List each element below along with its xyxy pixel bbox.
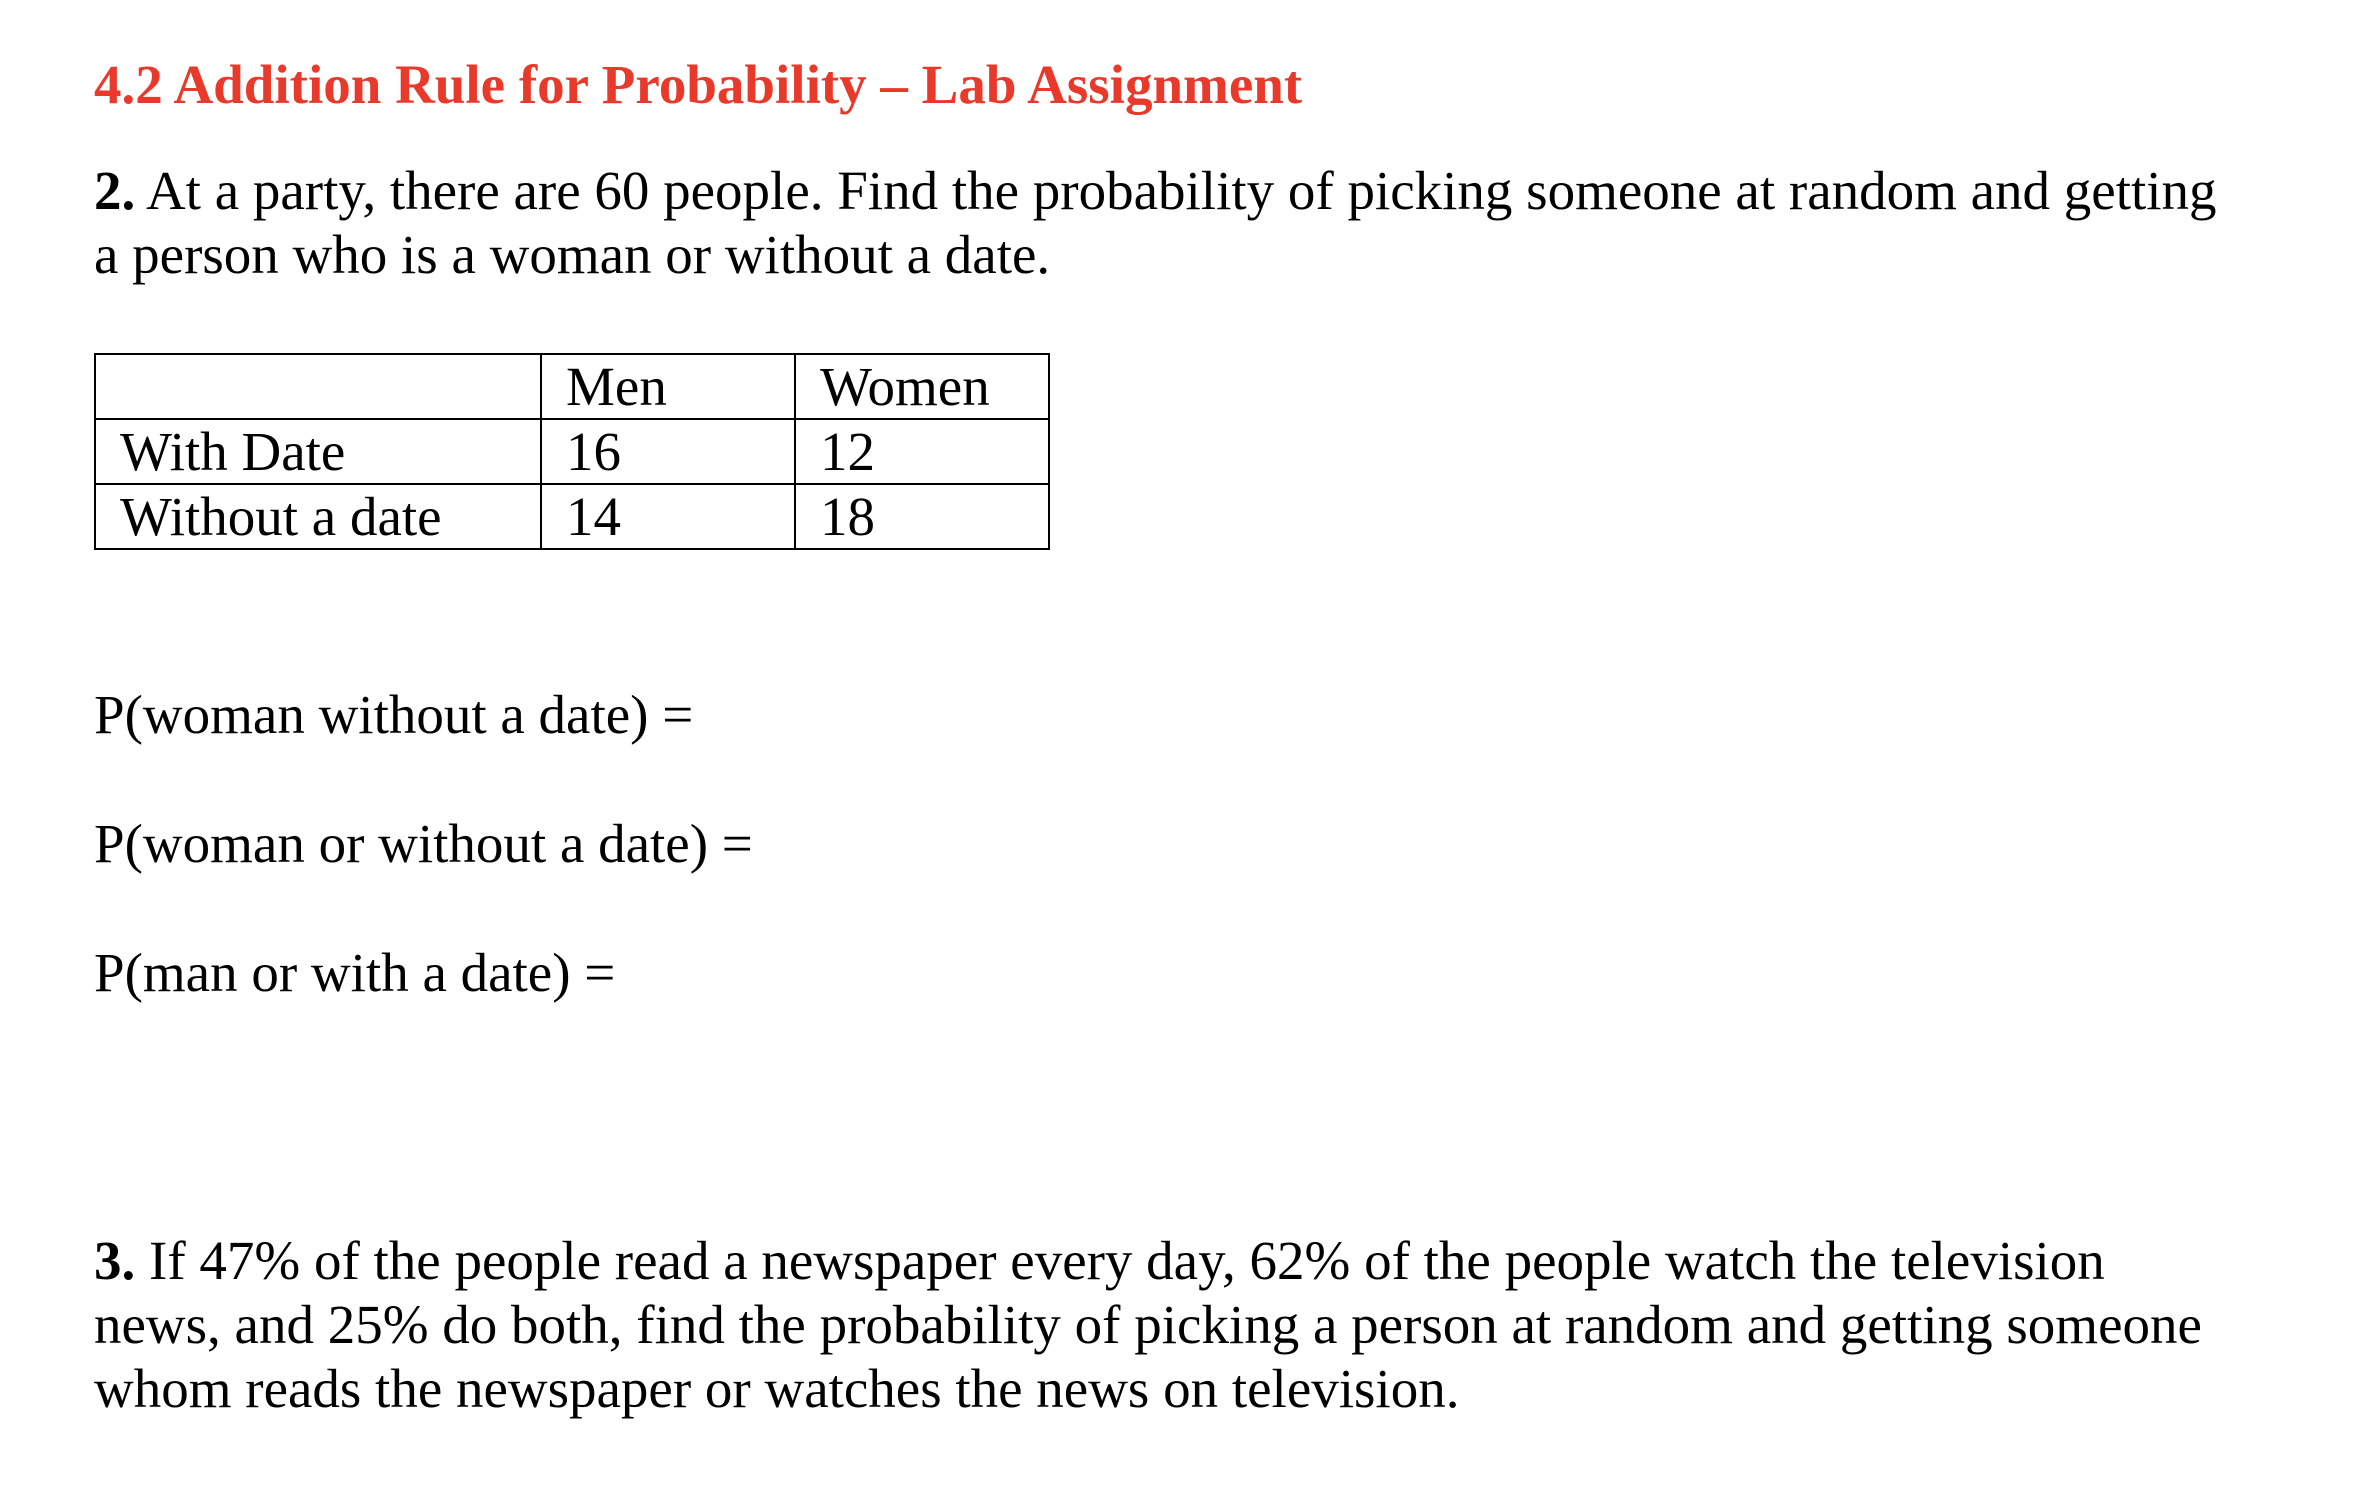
table-header-blank xyxy=(95,354,541,419)
question-3-number: 3. xyxy=(94,1230,136,1291)
question-3-line-3: whom reads the newspaper or watches the news on television. xyxy=(94,1358,1460,1419)
prompt-man-or-with-date: P(man or with a date) = xyxy=(94,942,616,1003)
question-2-number: 2. xyxy=(94,160,136,221)
prompt-woman-or-without-date: P(woman or without a date) = xyxy=(94,813,753,874)
page-title: 4.2 Addition Rule for Probability – Lab Assignment xyxy=(94,54,1303,115)
table-header-men: Men xyxy=(541,354,795,419)
table-header-women: Women xyxy=(795,354,1049,419)
question-2-line-1 xyxy=(94,159,2217,223)
prompt-woman-without-date: P(woman without a date) = xyxy=(94,684,694,745)
row-label: Without a date xyxy=(95,484,541,549)
question-2-text: At a party, there are 60 people. Find the probability of picking someone at random and getting xyxy=(135,160,2217,221)
cell-women: 18 xyxy=(795,484,1049,549)
question-3-text: If 47% of the people read a newspaper every day, 62% of the people watch the television xyxy=(135,1230,2105,1291)
row-label: With Date xyxy=(95,419,541,484)
question-3-line-1 xyxy=(94,1229,2202,1293)
table-row xyxy=(95,484,1049,549)
table-row xyxy=(95,419,1049,484)
question-2-line-2: a person who is a woman or without a date. xyxy=(94,224,1051,285)
date-table xyxy=(94,353,1050,550)
table-header-row xyxy=(95,354,1049,419)
cell-men: 16 xyxy=(541,419,795,484)
cell-women: 12 xyxy=(795,419,1049,484)
question-2 xyxy=(94,159,2217,287)
question-3 xyxy=(94,1229,2202,1421)
question-3-line-2: news, and 25% do both, find the probability of picking a person at random and getting someone xyxy=(94,1294,2202,1355)
cell-men: 14 xyxy=(541,484,795,549)
